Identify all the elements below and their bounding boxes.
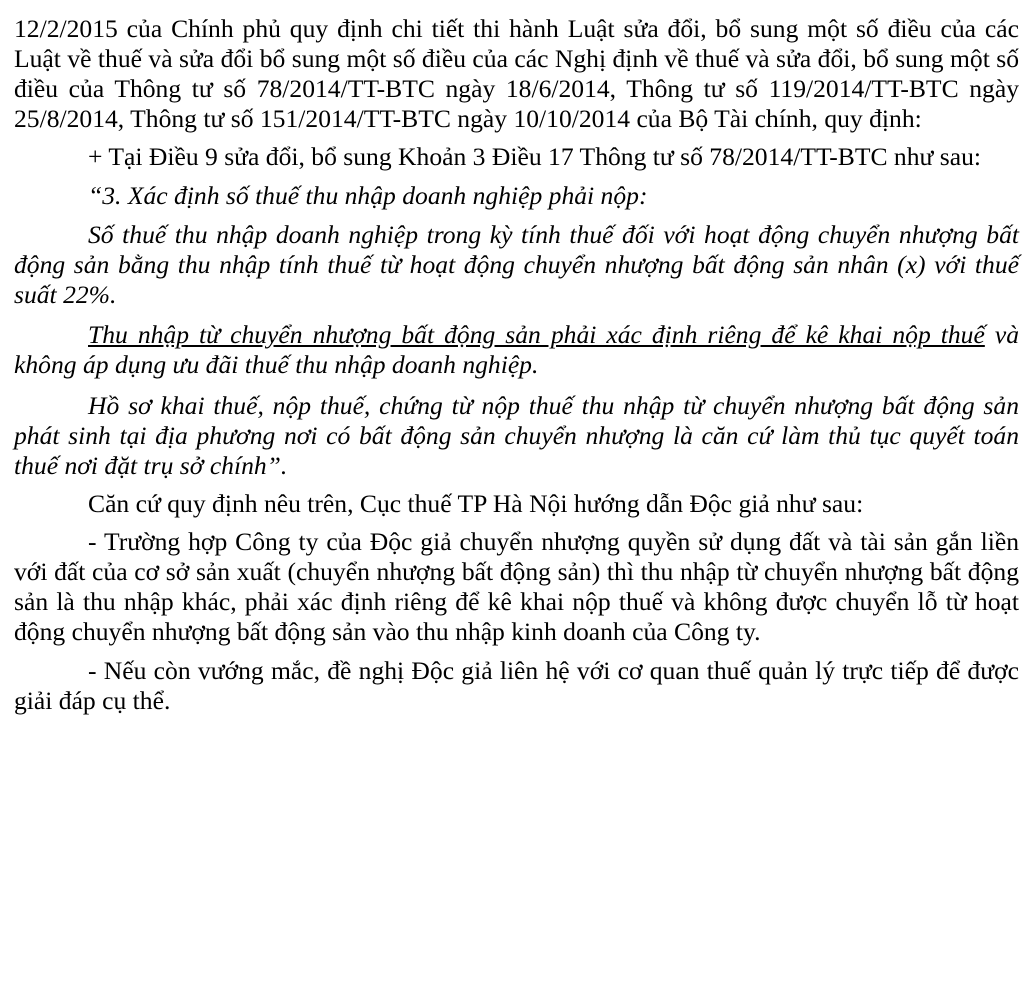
paragraph-tax-dossier: Hồ sơ khai thuế, nộp thuế, chứng từ nộp thuế thu nhập từ chuyển nhượng bất động sản phát sinh tại địa phương nơi có bất động sản chuyển nhượng là căn cứ làm thủ tục quyết toán thuế nơi đặt trụ sở chính”. <box>14 391 1019 480</box>
paragraph-case-transfer: - Trường hợp Công ty của Độc giả chuyển nhượng quyền sử dụng đất và tài sản gắn liền với đất của cơ sở sản xuất (chuyển nhượng bất động sản) thì thu nhập từ chuyển nhượng bất động sản là thu nhập khác, phải xác định riêng để kê khai nộp thuế và không được chuyển lỗ từ hoạt động chuyển nhượng bất động sản vào thu nhập kinh doanh của Công ty. <box>14 527 1019 646</box>
underlined-phrase: Thu nhập từ chuyển nhượng bất động sản phải xác định riêng để kê khai nộp thuế <box>88 320 985 349</box>
paragraph-rest: và không áp dụng ưu đãi thuế thu nhập doanh nghiệp. <box>14 320 1019 379</box>
paragraph-separate-declaration <box>14 320 1019 380</box>
paragraph-legal-basis: 12/2/2015 của Chính phủ quy định chi tiết thi hành Luật sửa đổi, bổ sung một số điều của các Luật về thuế và sửa đổi bổ sung một số điều của các Nghị định về thuế và sửa đổi, bổ sung một số điều của Thông tư số 78/2014/TT-BTC ngày 18/6/2014, Thông tư số 119/2014/TT-BTC ngày 25/8/2014, Thông tư số 151/2014/TT-BTC ngày 10/10/2014 của Bộ Tài chính, quy định: <box>14 14 1019 133</box>
paragraph-article-9: + Tại Điều 9 sửa đổi, bổ sung Khoản 3 Điều 17 Thông tư số 78/2014/TT-BTC như sau: <box>88 142 982 171</box>
paragraph-tax-amount: Số thuế thu nhập doanh nghiệp trong kỳ tính thuế đối với hoạt động chuyển nhượng bất động sản bằng thu nhập tính thuế từ hoạt động chuyển nhượng bất động sản nhân (x) với thuế suất 22%. <box>14 220 1019 309</box>
paragraph-guidance-intro: Căn cứ quy định nêu trên, Cục thuế TP Hà Nội hướng dẫn Độc giả như sau: <box>88 489 864 518</box>
paragraph-quote-heading: “3. Xác định số thuế thu nhập doanh nghiệp phải nộp: <box>88 181 648 210</box>
document-page <box>0 14 1029 983</box>
paragraph-contact: - Nếu còn vướng mắc, đề nghị Độc giả liên hệ với cơ quan thuế quản lý trực tiếp để được giải đáp cụ thể. <box>14 656 1019 715</box>
